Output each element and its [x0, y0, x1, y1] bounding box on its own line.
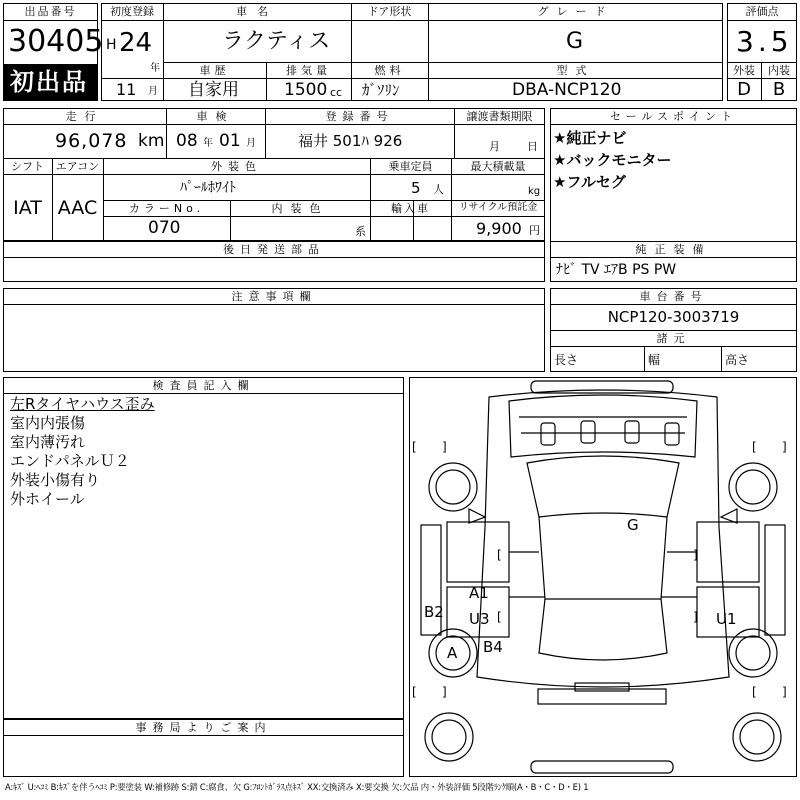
panel-bracket: [ — [752, 440, 757, 454]
equipment-label: 純正装備 — [635, 243, 712, 256]
damage-mark: B2 — [424, 603, 444, 621]
interior-color-unit: 系 — [355, 225, 366, 238]
reg-year: 24 — [119, 28, 153, 58]
plate-label: 登録番号 — [325, 110, 394, 123]
damage-mark: U1 — [716, 610, 737, 628]
equipment-value: ﾅﾋﾞ TV ｴｱB PS PW — [556, 262, 677, 278]
door-label: ドア形状 — [367, 5, 412, 18]
grade-label: グレード — [537, 5, 614, 18]
inspection-year-unit: 年 — [203, 138, 213, 149]
sales-point-item: ★純正ナビ — [553, 129, 627, 147]
panel-bracket: [ — [497, 610, 502, 624]
history-value: 自家用 — [188, 80, 239, 100]
load-unit: kg — [528, 186, 541, 197]
sales-points-title: セールスポイント — [609, 110, 737, 123]
score-value: 3.5 — [736, 25, 793, 58]
damage-mark: G — [627, 516, 639, 534]
inspector-note: 室内内張傷 — [10, 414, 86, 432]
load-label: 最大積載量 — [470, 160, 526, 173]
model-label: 型式 — [556, 64, 595, 77]
era: H — [106, 37, 117, 53]
first-listing-label: 初出品 — [10, 68, 88, 96]
office-label: 事務局よりご案内 — [135, 721, 272, 734]
damage-mark: U3 — [469, 610, 490, 628]
length-label: 長さ — [554, 353, 579, 367]
interior-grade: B — [772, 79, 786, 100]
history-label: 車歴 — [199, 64, 230, 77]
mileage-unit: km — [138, 131, 165, 151]
transfer-label: 譲渡書類期限 — [466, 110, 533, 123]
panel-bracket: [ — [412, 440, 417, 454]
panel-bracket: [ — [497, 548, 502, 562]
import-label: 輸入車 — [391, 202, 430, 215]
damage-mark: A — [447, 644, 458, 662]
damage-mark: B4 — [483, 638, 503, 656]
panel-bracket: ] — [782, 685, 787, 699]
fuel-value: ｶﾞｿﾘﾝ — [362, 81, 400, 99]
inspector-note: 左Rタイヤハウス歪み — [10, 395, 155, 413]
fuel-label: 燃料 — [374, 64, 405, 77]
legend-text: A:ｷｽﾞ U:ﾍｺﾐ B:ｷｽﾞを伴うﾍｺﾐ P:要塗装 W:補修跡 S:錆 C:腐食、欠 G:ﾌﾛﾝﾄｶﾞﾗｽ点ｷｽﾞ XX:交換済み X:要交換 欠:欠品 内・外装評価 5段階ﾗﾝｸ順(A・B・C・D・E) 1 — [5, 782, 589, 792]
height-label: 高さ — [725, 353, 750, 367]
inspection-label: 車検 — [196, 110, 235, 123]
panel-bracket: [ — [752, 685, 757, 699]
transfer-month-unit: 月 — [489, 140, 500, 153]
inspector-note: 室内薄汚れ — [10, 433, 86, 451]
recycle-label: リサイクル預託金 — [458, 202, 538, 213]
capacity-value: 5 — [411, 179, 421, 197]
car-body-diagram — [409, 377, 797, 777]
reg-date-label: 初度登録 — [110, 5, 154, 18]
car-name: ラクティス — [222, 29, 331, 54]
recycle-unit: 円 — [529, 224, 540, 237]
lot-label: 出品番号 — [24, 5, 77, 18]
exterior-label: 外装 — [733, 64, 755, 77]
panel-bracket: ] — [442, 685, 447, 699]
caution-label: 注意事項欄 — [231, 290, 317, 303]
later-parts-label: 後日発送部品 — [223, 243, 325, 256]
specs-label: 諸元 — [656, 332, 691, 345]
exterior-grade: D — [737, 79, 751, 100]
mileage-label: 走行 — [65, 110, 104, 123]
inspection-month-unit: 月 — [246, 138, 256, 149]
interior-color-label: 内装色 — [271, 202, 329, 215]
shift-value: IAT — [13, 197, 42, 219]
score-label: 評価点 — [745, 5, 779, 18]
inspector-note: 外ホイール — [10, 490, 85, 508]
capacity-label: 乗車定員 — [388, 160, 433, 173]
interior-label: 内装 — [768, 64, 790, 77]
model-value: DBA-NCP120 — [512, 80, 622, 100]
color-no-value: 070 — [148, 218, 181, 238]
ac-label: エアコン — [55, 160, 100, 173]
reg-month: 11 — [116, 80, 137, 99]
reg-month-unit: 月 — [148, 86, 158, 97]
reg-year-unit: 年 — [150, 63, 160, 74]
transfer-day-unit: 日 — [527, 140, 538, 153]
car-name-label: 車名 — [236, 5, 278, 18]
panel-bracket: ] — [693, 610, 698, 624]
chassis-value: NCP120-3003719 — [607, 308, 740, 326]
width-label: 幅 — [648, 353, 661, 367]
color-label: 外装色 — [211, 160, 262, 173]
displacement-unit: cc — [330, 86, 343, 99]
panel-bracket: ] — [782, 440, 787, 454]
plate-value: 福井 501ﾊ 926 — [298, 132, 403, 150]
mileage-value: 96,078 — [55, 130, 128, 152]
ac-value: AAC — [57, 197, 98, 219]
panel-bracket: ] — [442, 440, 447, 454]
recycle-value: 9,900 — [476, 219, 522, 238]
displacement-label: 排気量 — [286, 64, 331, 77]
color-no-label: カラーNo. — [128, 202, 205, 215]
inspector-note: 外装小傷有り — [10, 471, 101, 489]
shift-label: シフト — [11, 160, 44, 173]
capacity-unit: 人 — [433, 183, 444, 196]
sales-point-item: ★バックモニター — [553, 151, 672, 169]
inspector-label: 検査員記入欄 — [152, 379, 255, 392]
panel-bracket: ] — [693, 548, 698, 562]
damage-mark: A1 — [469, 584, 489, 602]
displacement-value: 1500 — [284, 80, 328, 100]
panel-bracket: [ — [412, 685, 417, 699]
lot-number: 30405 — [8, 24, 104, 59]
inspection-year: 08 — [176, 131, 198, 151]
grade-value: G — [566, 29, 584, 54]
color-value: ﾊﾟｰﾙﾎﾜｲﾄ — [180, 180, 236, 196]
sales-point-item: ★フルセグ — [553, 173, 626, 191]
inspection-month: 01 — [219, 131, 241, 151]
chassis-label: 車台番号 — [639, 290, 708, 303]
inspector-note: エンドパネルＵ２ — [10, 452, 130, 470]
